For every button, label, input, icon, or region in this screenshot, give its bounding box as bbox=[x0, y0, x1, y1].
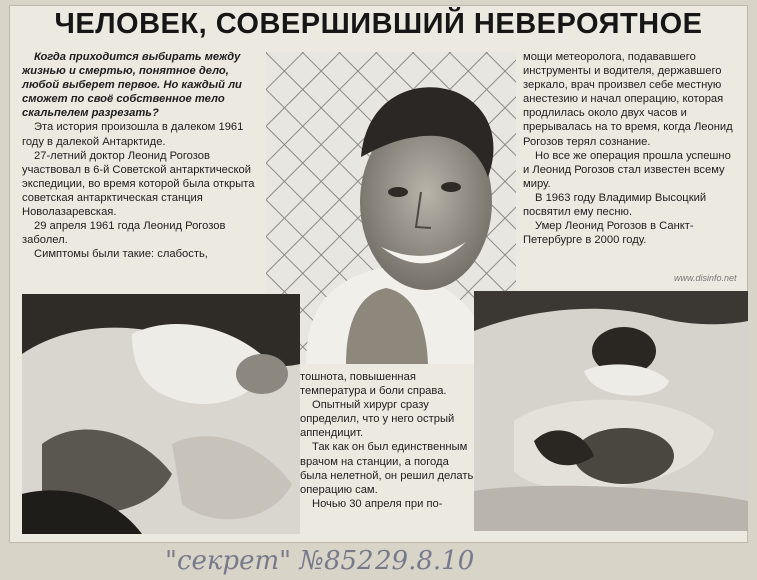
left-column bbox=[22, 50, 266, 261]
paragraph: 29 апреля 1961 года Леонид Рогозов заболел. bbox=[22, 220, 226, 247]
surgery-photo-left bbox=[22, 294, 300, 534]
headline: ЧЕЛОВЕК, СОВЕРШИВШИЙ НЕВЕРОЯТНОЕ bbox=[54, 8, 703, 40]
paragraph: Так как он был единственным врачом на станции, а погода была нелетной, он решил делать операцию сам. bbox=[300, 441, 474, 496]
right-column bbox=[523, 50, 737, 247]
middle-column bbox=[300, 370, 478, 511]
paragraph: В 1963 году Владимир Высоцкий посвятил ему песню. bbox=[523, 191, 707, 219]
surgery-photo-right bbox=[474, 291, 748, 531]
handwritten-source: "секрет" №852 bbox=[165, 546, 374, 576]
paragraph: мощи метеоролога, подававшего инструменты и водителя, державшего зеркало, врач произвел себе местную анестезию и начал операцию, которая продлилась около двух часов и прерывалась на то время, когда Леонид Рогозов терял сознание. bbox=[523, 51, 733, 148]
paragraph: Но все же операция прошла успешно и Леонид Рогозов стал известен всему миру. bbox=[523, 149, 731, 190]
lead-paragraph: Когда приходится выбирать между жизнью и смертью, понятное дело, любой выберет первое. Но каждый ли сможет по своё собственное тело скальпелем разрезать? bbox=[22, 51, 242, 120]
paragraph: Эта история произошла в далеком 1961 году в далекой Антарктиде. bbox=[22, 121, 244, 148]
paragraph: тошнота, повышенная температура и боли справа. bbox=[300, 371, 447, 398]
paragraph: Симптомы были такие: слабость, bbox=[34, 248, 208, 261]
paragraph: 27-летний доктор Леонид Рогозов участвовал в 6-й Советской антарктической экспедиции, во время которой была открыта советская антарктическая станция Новолазаревская. bbox=[22, 149, 255, 219]
handwritten-date: 29.8.10 bbox=[375, 546, 475, 576]
paragraph: Опытный хирург сразу определил, что у него острый аппендицит. bbox=[300, 399, 455, 440]
paragraph: Ночью 30 апреля при по- bbox=[312, 497, 443, 510]
photo-credit: www.disinfo.net bbox=[674, 273, 737, 283]
paragraph: Умер Леонид Рогозов в Санкт-Петербурге в 2000 году. bbox=[523, 220, 694, 247]
newspaper-clipping bbox=[10, 6, 747, 542]
